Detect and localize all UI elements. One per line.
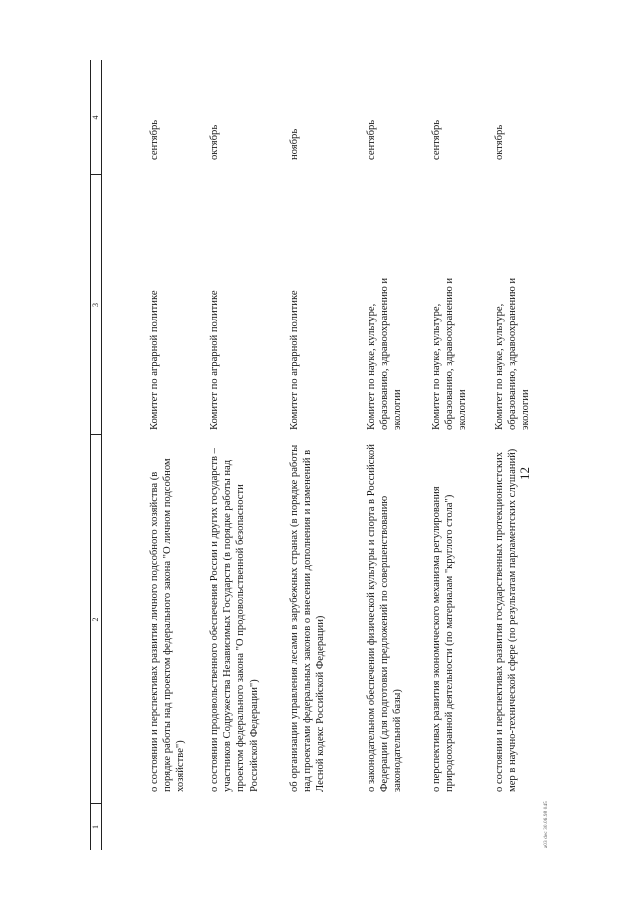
committee-cell: Комитет по науке, культуре, образованию, здравоохранению и экологии bbox=[366, 277, 404, 430]
topic-cell: о состоянии и перспективах развития государственных протекционистских мер в научно-технической сфере (по результатам парламентских слушаний) bbox=[494, 448, 519, 792]
committee-cell: Комитет по науке, культуре, образованию, здравоохранению и экологии bbox=[494, 277, 532, 430]
month-cell: октябрь bbox=[209, 124, 220, 160]
topic-cell: о состоянии и перспективах развития личного подсобного хозяйства (в порядке работы над проектом федерального закона "О личном подсобном хозяйстве") bbox=[149, 458, 187, 792]
rotated-sheet bbox=[60, 60, 560, 850]
committee-cell: Комитет по аграрной политике bbox=[289, 290, 300, 430]
month-cell: сентябрь bbox=[431, 119, 442, 160]
committee-cell: Комитет по аграрной политике bbox=[209, 290, 220, 430]
month-cell: сентябрь bbox=[149, 119, 160, 160]
page-number: 12 bbox=[517, 467, 532, 480]
committee-cell: Комитет по науке, культуре, образованию, здравоохранению и экологии bbox=[431, 277, 469, 430]
committee-cell: Комитет по аграрной политике bbox=[149, 290, 160, 430]
month-cell: сентябрь bbox=[366, 119, 377, 160]
header-col-2: 2 bbox=[91, 617, 100, 622]
month-cell: ноябрь bbox=[289, 128, 300, 160]
print-footnote: a03 dec 30.06.98 045 bbox=[544, 801, 549, 848]
header-col-1: 1 bbox=[91, 825, 100, 829]
month-cell: октябрь bbox=[494, 124, 505, 160]
header-col-3: 3 bbox=[91, 303, 100, 307]
table-header bbox=[90, 60, 102, 850]
topic-cell: о перспективах развития экономического механизма регулирования природоохранной деятельности (по материалам "круглого стола") bbox=[431, 486, 456, 792]
topic-cell: о состоянии продовольственного обеспечения России и других государств – участников Содружества Независимых Государств (в порядке работы над проектом федерального закона "О продовольственной безопасности Российской Федерации") bbox=[209, 448, 260, 792]
topic-cell: о законодательном обеспечении физической культуры и спорта в Российской Федерации (для подготовки предложений по совершенствованию законодательной базы) bbox=[366, 444, 404, 792]
topic-cell: об организации управления лесами в зарубежных странах (в порядке работы над проектами федеральных законов о внесении дополнения и изменений в Лесной кодекс Российской Федерации) bbox=[289, 444, 327, 792]
header-col-4: 4 bbox=[91, 115, 100, 120]
